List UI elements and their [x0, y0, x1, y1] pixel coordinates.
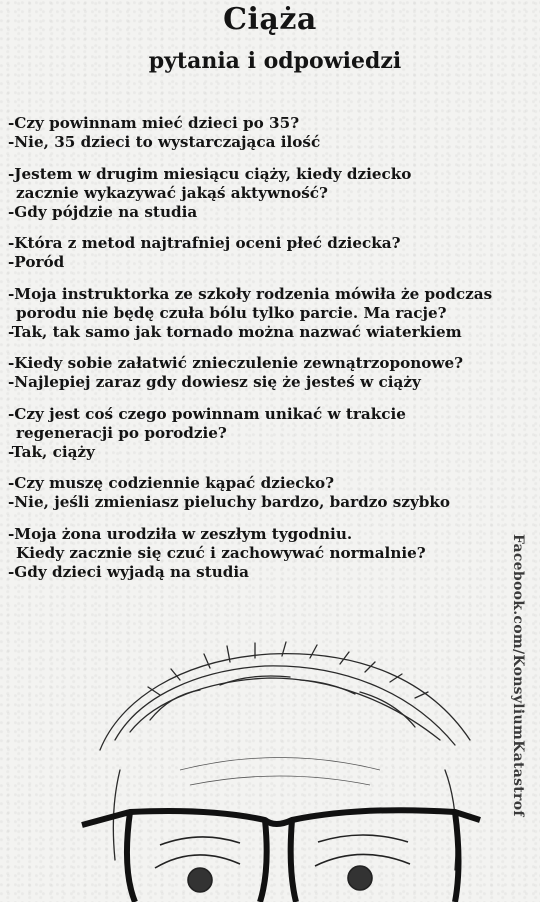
answer-line: -Najlepiej zaraz gdy dowiesz się że jesteś w ciąży — [8, 373, 421, 391]
forehead-shading — [180, 758, 380, 786]
qa-item — [8, 234, 538, 272]
question-line: -Jestem w drugim miesiącu ciąży, kiedy dziecko — [8, 164, 412, 183]
question-line: -Czy muszę codziennie kąpać dziecko? — [8, 474, 335, 492]
facebook-watermark: Facebook.com/KonsyliumKatastrof — [510, 534, 526, 817]
eyes-sketch — [155, 835, 410, 892]
qa-item — [8, 285, 538, 342]
hair-sketch — [100, 642, 470, 870]
page-title: Ciąża — [223, 2, 317, 37]
question-line: porodu nie będę czuła bólu tylko parcie. Ma racje? — [16, 303, 447, 322]
question-line: -Czy jest coś czego powinnam unikać w trakcie — [8, 404, 406, 423]
answer-line: -Gdy pójdzie na studia — [8, 202, 198, 221]
answer-line: -Poród — [8, 253, 65, 271]
question-line: zacznie wykazywać jakąś aktywność? — [16, 183, 328, 202]
qa-item — [8, 525, 538, 582]
question-line: Kiedy zacznie się czuć i zachowywać normalnie? — [16, 543, 426, 562]
question-line: -Moja żona urodziła w zeszłym tygodniu. — [8, 524, 353, 543]
sketch-face-illustration — [60, 640, 500, 902]
answer-line: -Tak, tak samo jak tornado można nazwać wiaterkiem — [8, 322, 462, 341]
answer-line: -Tak, ciąży — [8, 442, 95, 461]
question-line: -Moja instruktorka ze szkoły rodzenia mówiła że podczas — [8, 284, 493, 303]
qa-item — [8, 354, 538, 392]
answer-line: -Nie, jeśli zmieniasz pieluchy bardzo, bardzo szybko — [8, 493, 451, 511]
qa-item — [8, 405, 538, 462]
answer-line: -Gdy dzieci wyjadą na studia — [8, 562, 249, 581]
question-line: -Czy powinnam mieć dzieci po 35? — [8, 114, 300, 132]
answer-line: -Nie, 35 dzieci to wystarczająca ilość — [8, 133, 321, 151]
qa-list — [8, 114, 538, 594]
qa-item — [8, 474, 538, 512]
question-line: regeneracji po porodzie? — [16, 423, 227, 442]
glasses-icon — [82, 810, 480, 902]
question-line: -Która z metod najtrafniej oceni płeć dziecka? — [8, 234, 401, 252]
qa-item — [8, 114, 538, 152]
page-subtitle: pytania i odpowiedzi — [148, 48, 402, 74]
qa-item — [8, 165, 538, 222]
question-line: -Kiedy sobie załatwić znieczulenie zewnątrzoponowe? — [8, 354, 464, 372]
